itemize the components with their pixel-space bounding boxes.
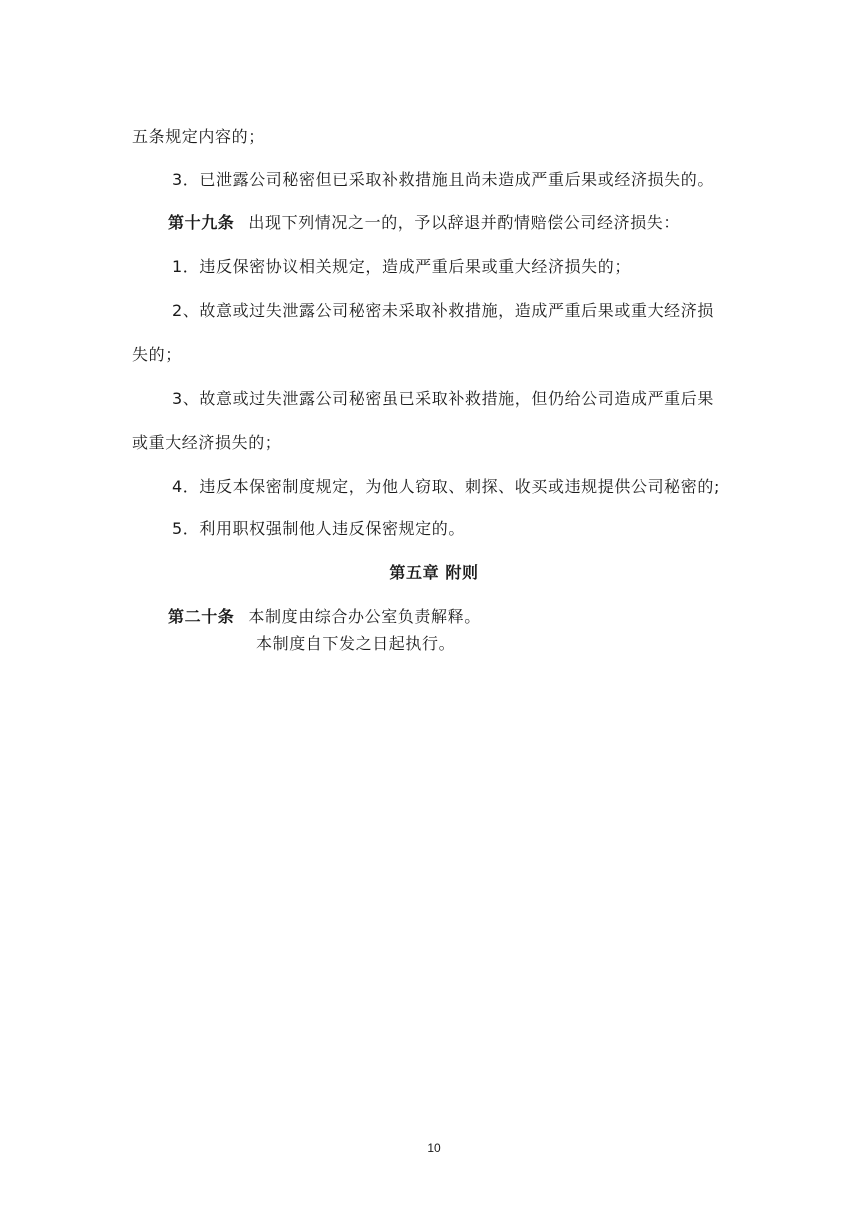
list-item-4: 4．违反本保密制度规定，为他人窃取、刺探、收买或违规提供公司秘密的;: [172, 477, 720, 496]
list-item-2-line-1: 2、故意或过失泄露公司秘密未采取补救措施，造成严重后果或重大经济损: [172, 301, 714, 320]
list-item-1: 1．违反保密协议相关规定，造成严重后果或重大经济损失的；: [172, 257, 631, 276]
page-number: 10: [427, 1141, 441, 1155]
list-item-3-line-2: 或重大经济损失的；: [132, 433, 282, 452]
article-20-title: 第二十条: [168, 607, 235, 626]
article-19: [168, 213, 680, 233]
article-20-text-2: 本制度自下发之日起执行。: [256, 634, 456, 653]
article-20: [168, 607, 481, 627]
list-item-2-line-2: 失的；: [132, 345, 182, 364]
article-19-text: 出现下列情况之一的，予以辞退并酌情赔偿公司经济损失：: [248, 213, 681, 232]
chapter-heading: 第五章 附则: [389, 563, 479, 582]
list-item-3-prev: 3．已泄露公司秘密但已采取补救措施且尚未造成严重后果或经济损失的。: [172, 170, 714, 189]
list-item-3-line-1: 3、故意或过失泄露公司秘密虽已采取补救措施，但仍给公司造成严重后果: [172, 389, 714, 408]
paragraph-continuation: 五条规定内容的；: [132, 127, 265, 146]
article-19-title: 第十九条: [168, 213, 235, 232]
article-20-text-1: 本制度由综合办公室负责解释。: [248, 607, 481, 626]
list-item-5: 5．利用职权强制他人违反保密规定的。: [172, 519, 465, 538]
